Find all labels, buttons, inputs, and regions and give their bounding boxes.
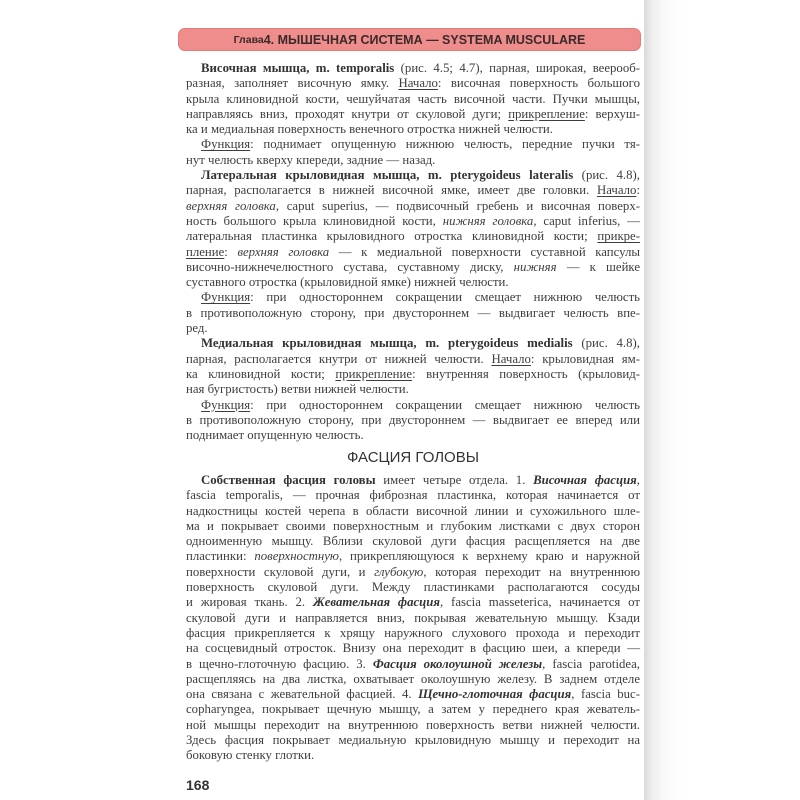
text-line [186, 122, 640, 137]
text-run: разная, заполняет височную ямку. [186, 76, 399, 91]
text-run: : [224, 244, 238, 259]
text-run: скуловой дуги и направляется вниз, покрывая жевательную мышцу. Кзади [186, 610, 640, 625]
italic-term: верхняя головка [186, 198, 276, 213]
text-run: : крыловидная ям- [530, 351, 641, 366]
text-run: ред. [186, 321, 208, 336]
underlined-term: прикре- [597, 229, 640, 244]
text-line [186, 199, 640, 214]
text-line [186, 428, 640, 443]
text-run: Здесь фасция покрывает медиальную крыловидную мышцу и переходит на [186, 733, 640, 748]
text-line [186, 565, 640, 580]
text-run: ной мышцы переходит на внутреннюю поверхность ветви нижней челюсти. [186, 717, 640, 732]
text-run: нут челюсть кверху кпереди, задние — назад. [186, 152, 436, 167]
text-line [186, 748, 640, 763]
text-run: : при одностороннем сокращении смещает нижнюю челюсть [250, 290, 640, 305]
bold-term: Височная мышца, m. temporalis [201, 61, 395, 75]
text-run: , caput superius, — подвисочный гребень и височная поверх- [275, 198, 640, 213]
text-run: copharyngea, покрывает щечную мышцу, а затем у переднего края жеватель- [186, 702, 640, 717]
text-run: височно-нижнечелюстного сустава, суставному диску, [186, 259, 514, 274]
underlined-term: Функция [201, 290, 251, 305]
text-line [186, 352, 640, 367]
text-run: (рис. 4.8), [572, 336, 640, 351]
text-line [186, 580, 640, 595]
text-line [186, 290, 640, 305]
text-run: : поднимает опущенную нижнюю челюсть, передние пучки тя- [250, 137, 640, 152]
text-line [186, 488, 640, 503]
text-line [186, 413, 640, 428]
text-line [186, 321, 640, 336]
text-line [186, 657, 640, 672]
text-run: в противоположную сторону, при двустороннем — выдвигает ее вперед или [186, 412, 640, 427]
page-edge-shadow [644, 0, 800, 800]
text-run: и жировая ткань. 2. [186, 595, 313, 610]
underlined-term: Функция [201, 397, 251, 412]
underlined-term: Функция [201, 137, 251, 152]
text-run: на сосцевидный отросток. Внизу она переходит в фасцию шеи, а кпереди — [186, 641, 640, 656]
text-run: : верхуш- [584, 106, 641, 121]
page-number: 168 [186, 777, 210, 793]
text-run: ма и покрывает своими поверхностным и глубоким листками с двух сторон [186, 518, 640, 533]
text-line [186, 641, 640, 656]
text-line [186, 137, 640, 152]
text-run: суставного отростка (крыловидной ямке) нижней челюсти. [186, 275, 509, 290]
text-line [186, 76, 640, 91]
text-run: , [636, 473, 640, 487]
italic-term: глубокую [374, 564, 424, 579]
text-line [186, 473, 640, 488]
text-run: fascia temporalis, — прочная фиброзная пластинка, которая начинается от [186, 488, 640, 503]
text-run: , которая переходит на внутреннюю [423, 564, 641, 579]
text-run: поверхности скуловой дуги, и [186, 564, 375, 579]
text-run: : при одностороннем сокращении смещает нижнюю челюсть [250, 397, 640, 412]
text-line [186, 382, 640, 397]
text-line [186, 718, 640, 733]
text-run: в щечно-глоточную фасцию. 3. [186, 656, 373, 671]
text-line [186, 229, 640, 244]
bold-term: Височная фасция [533, 473, 637, 487]
text-block-fascia [186, 473, 640, 764]
text-run: направляясь вниз, проходят кнутри от скуловой дуги; [186, 106, 509, 121]
section-heading: ФАСЦИЯ ГОЛОВЫ [346, 449, 480, 466]
text-line [186, 275, 640, 290]
text-line [186, 687, 640, 702]
text-line [186, 168, 640, 183]
underlined-term: пление [186, 244, 225, 259]
underlined-term: Начало [491, 351, 531, 366]
text-run: ность большого крыла клиновидной кости, [186, 213, 443, 228]
text-line [186, 153, 640, 168]
text-run: : височная поверхность большого [437, 76, 640, 91]
bold-term: Жевательная фасция [312, 595, 440, 610]
bold-term: Собственная фасция головы [201, 473, 376, 487]
text-run: ная бугристость) ветви нижней челюсти. [186, 382, 409, 397]
text-line [186, 626, 640, 641]
text-run: фасция прикрепляется к хрящу наружного слухового прохода и переходит [186, 625, 640, 640]
text-run: парная, располагается в нижней височной ямке, имеет две головки. [186, 183, 598, 198]
text-line [186, 183, 640, 198]
text-run: , прикрепляющуюся к верхнему краю и наружной [338, 549, 640, 564]
bold-term: Медиальная крыловидная мышца, m. pterygoideus medialis [201, 336, 573, 351]
italic-term: поверхностную [254, 549, 339, 564]
text-run: в противоположную сторону, при двустороннем — выдвигает челюсть впе- [186, 305, 640, 320]
text-line [186, 214, 640, 229]
text-line [186, 611, 640, 626]
text-run: боковую стенку глотки. [186, 748, 315, 763]
text-run: (рис. 4.5; 4.7), парная, широкая, веерооб- [394, 61, 640, 75]
text-run: , fascia parotidea, [542, 656, 640, 671]
text-run: крыла клиновидной кости, чешуйчатая часть височной части. Пучки мышцы, [186, 91, 640, 106]
text-run: одноименную мышцу. Вблизи скуловой дуги фасция расщепляется на две [186, 534, 640, 549]
text-run: латеральная пластинка крыловидного отростка клиновидной кости; [186, 229, 598, 244]
text-line [186, 61, 640, 76]
text-run: ка клиновидной кости; [186, 366, 336, 381]
underlined-term: Начало [398, 76, 438, 91]
text-run: имеет четыре отдела. 1. [375, 473, 534, 487]
underlined-term: Начало [597, 183, 637, 198]
text-run: : [636, 183, 640, 198]
text-line [186, 398, 640, 413]
text-run: (рис. 4.8), [573, 168, 640, 183]
text-line [186, 367, 640, 382]
text-run: поднимает опущенную челюсть. [186, 428, 364, 443]
text-line [186, 702, 640, 717]
text-run: парная, располагается кнутри от нижней челюсти. [186, 351, 492, 366]
text-run: : внутренняя поверхность (крыловид- [412, 366, 640, 381]
text-block-muscles [186, 61, 640, 443]
text-line [186, 549, 640, 564]
text-run: надкостницы костей черепа в области височной линии и сухожильного шле- [186, 503, 640, 518]
text-run: она связана с жевательной фасцией. 4. [186, 687, 419, 702]
text-run: — к медиальной поверхности суставной капсулы [329, 244, 640, 259]
text-line [186, 504, 640, 519]
italic-term: верхняя головка [237, 244, 330, 259]
text-run: — к шейке [556, 259, 640, 274]
text-line [186, 595, 640, 610]
text-run: , caput inferius, — [533, 213, 640, 228]
text-run: , fascia buc- [571, 687, 641, 702]
text-line [186, 519, 640, 534]
text-line [186, 733, 640, 748]
text-line [186, 306, 640, 321]
text-line [186, 336, 640, 351]
text-run: , fascia masseterica, начинается от [440, 595, 640, 610]
underlined-term: прикрепление [508, 106, 585, 121]
text-run: пластинки: [186, 549, 255, 564]
bold-term: Щечно-глоточная фасция [418, 687, 572, 702]
chapter-header [178, 28, 641, 51]
text-line [186, 245, 640, 260]
chapter-title: 4. МЫШЕЧНАЯ СИСТЕМА — SYSTEMA MUSCULARE [263, 32, 586, 47]
underlined-term: прикрепление [335, 366, 413, 381]
chapter-prefix: Глава [233, 33, 264, 46]
text-run: расщепляясь на два листка, охватывает околоушную железу. В заднем отделе [186, 671, 640, 686]
bold-term: Фасция околоушной железы [372, 656, 543, 671]
text-line [186, 260, 640, 275]
text-line [186, 534, 640, 549]
text-run: поверхность скуловой дуги. Между пластинками располагаются сосуды [186, 580, 640, 595]
italic-term: нижняя головка [442, 213, 534, 228]
text-run: ка и медиальная поверхность венечного отростка нижней челюсти. [186, 122, 553, 137]
text-line [186, 672, 640, 687]
italic-term: нижняя [513, 259, 557, 274]
text-line [186, 92, 640, 107]
text-line [186, 107, 640, 122]
bold-term: Латеральная крыловидная мышца, m. pterygoideus lateralis [201, 168, 574, 183]
